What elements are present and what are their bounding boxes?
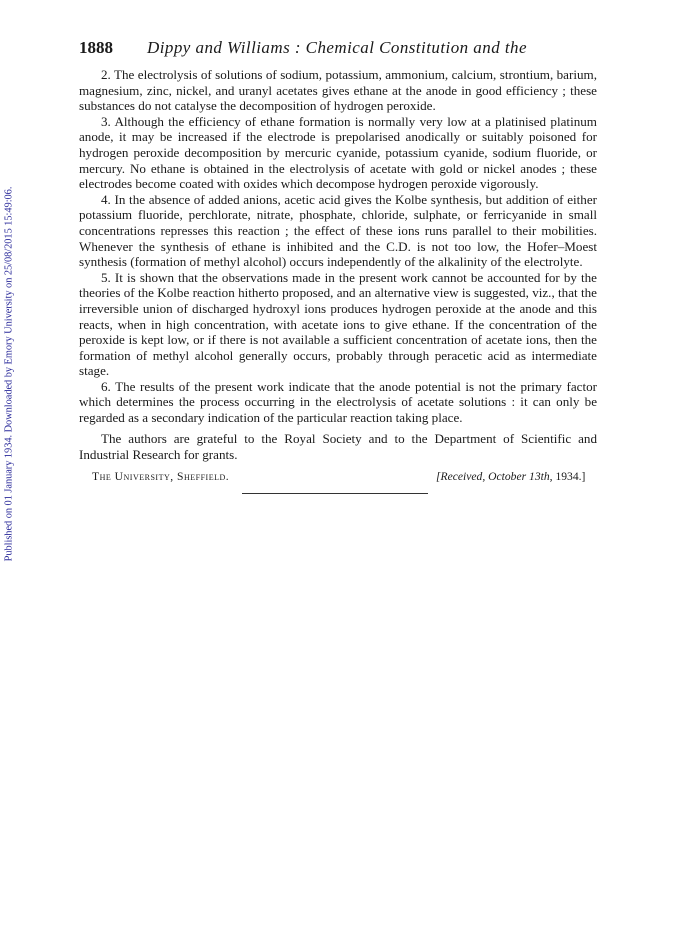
running-head: Dippy and Williams : Chemical Constitution and the <box>147 38 527 57</box>
download-watermark-text: Published on 01 January 1934. Downloaded by Emory University on 25/08/2015 15:49:06. <box>3 186 15 562</box>
paragraph-2: 2. The electrolysis of solutions of sodium, potassium, ammonium, calcium, strontium, barium, magnesium, zinc, nickel, and uranyl acetates gives ethane at the anode in good efficiency ; these substances do not catalyse the decomposition of hydrogen peroxide. <box>79 67 597 114</box>
received-date-text: [Received, October 13th, <box>436 470 556 483</box>
received-date <box>436 470 585 483</box>
paragraph-5: 5. It is shown that the observations made in the present work cannot be accounted for by the theories of the Kolbe reaction hitherto proposed, and an alternative view is suggested, viz., that the irreversible union of discharged hydroxyl ions produces hydrogen peroxide at the anode and this reacts, when in high concentration, with acetate ions to give ethane. If the concentration of the peroxide is kept low, or if there is not available a sufficient concentration of acetate ions, then the formation of methyl alcohol generally occurs, probably through peracetic acid as intermediate stage. <box>79 269 597 379</box>
end-rule <box>242 493 428 494</box>
summary-paragraphs <box>79 67 597 426</box>
acknowledgement-text: The authors are grateful to the Royal Society and to the Department of Scientific and Industrial Research for grants. <box>79 431 597 462</box>
paragraph-4: 4. In the absence of added anions, acetic acid gives the Kolbe synthesis, but addition of either potassium fluoride, perchlorate, nitrate, phosphate, chloride, sulphate, or ferricyanide in small concentrations represses this reaction ; the effect of these ions runs parallel to their mobilities. Whenever the synthesis of ethane is inhibited and the C.D. is not too low, the Hofer–Moest synthesis (formation of methyl alcohol) occurs independently of the alkalinity of the electrolyte. <box>79 191 597 270</box>
paragraph-6: 6. The results of the present work indicate that the anode potential is not the primary factor which determines the process occurring in the electrolysis of acetate solutions : it can only be regarded as a secondary indication of the particular reaction taking place. <box>79 378 597 426</box>
received-year: 1934.] <box>555 470 586 483</box>
page-number: 1888 <box>79 38 113 57</box>
download-watermark <box>2 178 16 570</box>
paragraph-3: 3. Although the efficiency of ethane formation is normally very low at a platinised platinum anode, it may be increased if the electrode is prepolarised anodically or suitably poisoned for hydrogen peroxide decomposition by mercuric cyanide, potassium cyanide, sodium fluoride, or mercury. No ethane is obtained in the electrolysis of acetate with gold or nickel anodes ; these electrodes become coated with oxides which decompose hydrogen peroxide vigorously. <box>79 113 597 192</box>
acknowledgement <box>79 431 597 462</box>
page-header <box>79 38 599 60</box>
affiliation: The University, Sheffield. <box>92 470 230 483</box>
